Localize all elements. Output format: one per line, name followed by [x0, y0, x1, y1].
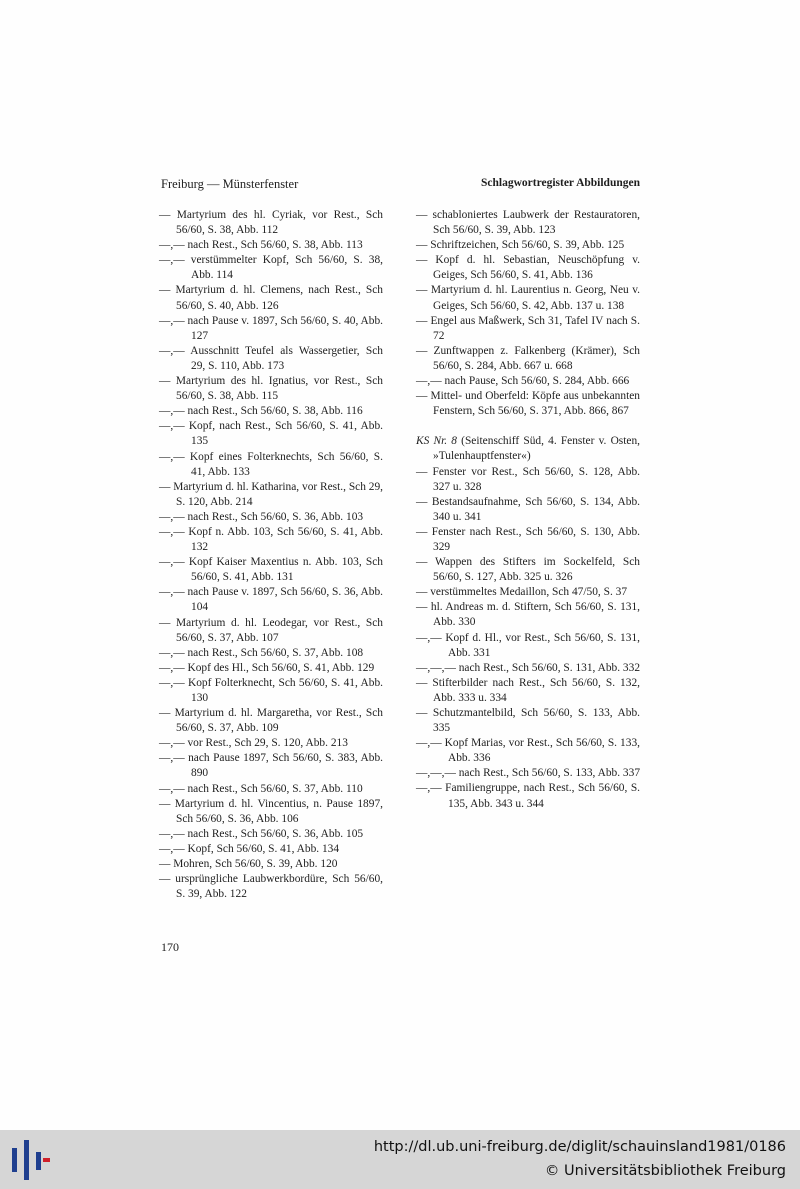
- index-column-right: [416, 208, 640, 812]
- index-entry: — Martyrium d. hl. Margaretha, vor Rest., Sch 56/60, S. 37, Abb. 109: [159, 707, 383, 735]
- index-entry: —,— Kopf des Hl., Sch 56/60, S. 41, Abb. 129: [159, 661, 375, 674]
- index-entry: —,—,— nach Rest., Sch 56/60, S. 133, Abb. 337: [416, 767, 641, 780]
- index-column-left: [159, 208, 383, 902]
- index-entry: —,— Kopf n. Abb. 103, Sch 56/60, S. 41, Abb. 132: [159, 525, 383, 554]
- index-entry: —,— Kopf Kaiser Maxentius n. Abb. 103, Sch 56/60, S. 41, Abb. 131: [159, 556, 383, 584]
- index-entry: —,— Kopf, nach Rest., Sch 56/60, S. 41, Abb. 135: [159, 420, 383, 448]
- index-entry: — Fenster vor Rest., Sch 56/60, S. 128, Abb. 327 u. 328: [416, 465, 640, 493]
- footer-bar: [0, 1130, 800, 1189]
- index-entry: —,— nach Rest., Sch 56/60, S. 38, Abb. 113: [159, 239, 363, 252]
- running-header-right: Schlagwortregister Abbildungen: [481, 177, 640, 189]
- index-entry: —,— nach Pause, Sch 56/60, S. 284, Abb. 666: [416, 375, 630, 388]
- index-entry: — Martyrium des hl. Cyriak, vor Rest., Sch 56/60, S. 38, Abb. 112: [159, 209, 383, 237]
- index-entry: — hl. Andreas m. d. Stiftern, Sch 56/60, S. 131, Abb. 330: [416, 601, 640, 629]
- index-entry: —,— Kopf d. Hl., vor Rest., Sch 56/60, S. 131, Abb. 331: [416, 631, 640, 659]
- index-entry: — ursprüngliche Laubwerkbordüre, Sch 56/60, S. 39, Abb. 122: [159, 873, 383, 901]
- index-entry: —,— Kopf Folterknecht, Sch 56/60, S. 41, Abb. 130: [159, 676, 383, 704]
- index-entry: — Martyrium des hl. Ignatius, vor Rest., Sch 56/60, S. 38, Abb. 115: [159, 375, 383, 403]
- index-entry: —,— Kopf Marias, vor Rest., Sch 56/60, S. 133, Abb. 336: [416, 737, 640, 765]
- index-entry: — Martyrium d. hl. Katharina, vor Rest., Sch 29, S. 120, Abb. 214: [159, 480, 383, 508]
- index-entry: — Schriftzeichen, Sch 56/60, S. 39, Abb. 125: [416, 239, 625, 252]
- copyright-notice: © Universitätsbibliothek Freiburg: [544, 1163, 786, 1179]
- index-entry: —,— nach Pause v. 1897, Sch 56/60, S. 40, Abb. 127: [159, 314, 383, 342]
- source-url-link[interactable]: http://dl.ub.uni-freiburg.de/diglit/schauinsland1981/0186: [373, 1139, 786, 1155]
- entry-heading: KS Nr. 8: [416, 435, 457, 448]
- index-entry: — Zunftwappen z. Falkenberg (Krämer), Sch 56/60, S. 284, Abb. 667 u. 668: [416, 344, 640, 372]
- index-entry: — schabloniertes Laubwerk der Restauratoren, Sch 56/60, S. 39, Abb. 123: [416, 209, 640, 237]
- index-entry: —,— verstümmelter Kopf, Sch 56/60, S. 38, Abb. 114: [159, 254, 383, 282]
- index-entry: —,— nach Rest., Sch 56/60, S. 37, Abb. 110: [159, 782, 363, 795]
- ub-freiburg-logo-icon: [10, 1138, 52, 1182]
- index-entry: — Stifterbilder nach Rest., Sch 56/60, S. 132, Abb. 333 u. 334: [416, 676, 640, 704]
- index-entry: —,— nach Pause v. 1897, Sch 56/60, S. 36, Abb. 104: [159, 586, 383, 614]
- index-entry: —,— nach Rest., Sch 56/60, S. 37, Abb. 108: [159, 646, 364, 659]
- index-entry: — Bestandsaufnahme, Sch 56/60, S. 134, Abb. 340 u. 341: [416, 495, 640, 523]
- index-entry: — verstümmeltes Medaillon, Sch 47/50, S. 37: [416, 586, 628, 599]
- index-entry: — Engel aus Maßwerk, Sch 31, Tafel IV nach S. 72: [416, 314, 640, 342]
- index-entry: KS Nr. 8 (Seitenschiff Süd, 4. Fenster v. Osten, »Tulenhauptfenster«): [416, 435, 640, 463]
- index-entry: — Fenster nach Rest., Sch 56/60, S. 130, Abb. 329: [416, 525, 640, 553]
- index-entry: —,—,— nach Rest., Sch 56/60, S. 131, Abb. 332: [416, 661, 641, 674]
- running-header-left: Freiburg — Münsterfenster: [161, 177, 299, 191]
- page-number: 170: [161, 940, 179, 954]
- index-entry: —,— Kopf, Sch 56/60, S. 41, Abb. 134: [159, 842, 340, 855]
- index-entry: — Kopf d. hl. Sebastian, Neuschöpfung v. Geiges, Sch 56/60, S. 41, Abb. 136: [416, 254, 640, 282]
- index-entry: —,— Ausschnitt Teufel als Wassergetier, Sch 29, S. 110, Abb. 173: [159, 344, 383, 372]
- index-entry: — Schutzmantelbild, Sch 56/60, S. 133, Abb. 335: [416, 707, 640, 735]
- index-entry: — Wappen des Stifters im Sockelfeld, Sch 56/60, S. 127, Abb. 325 u. 326: [416, 556, 640, 584]
- index-entry: —,— nach Rest., Sch 56/60, S. 38, Abb. 116: [159, 405, 363, 418]
- index-entry: —,— Kopf eines Folterknechts, Sch 56/60, S. 41, Abb. 133: [159, 450, 383, 478]
- index-entry: —,— vor Rest., Sch 29, S. 120, Abb. 213: [159, 737, 348, 750]
- index-entry: — Mohren, Sch 56/60, S. 39, Abb. 120: [159, 858, 338, 871]
- index-entry: —,— nach Pause 1897, Sch 56/60, S. 383, Abb. 890: [159, 752, 383, 780]
- index-entry: — Martyrium d. hl. Clemens, nach Rest., Sch 56/60, S. 40, Abb. 126: [159, 284, 383, 312]
- index-entry: —,— nach Rest., Sch 56/60, S. 36, Abb. 105: [159, 827, 364, 840]
- index-entry: —,— nach Rest., Sch 56/60, S. 36, Abb. 103: [159, 510, 364, 523]
- index-entry: — Martyrium d. hl. Vincentius, n. Pause 1897, Sch 56/60, S. 36, Abb. 106: [159, 797, 383, 825]
- index-entry: — Martyrium d. hl. Leodegar, vor Rest., Sch 56/60, S. 37, Abb. 107: [159, 616, 383, 644]
- index-entry: — Mittel- und Oberfeld: Köpfe aus unbekannten Fenstern, Sch 56/60, S. 371, Abb. 866, 867: [416, 390, 640, 418]
- index-entry: — Martyrium d. hl. Laurentius n. Georg, Neu v. Geiges, Sch 56/60, S. 42, Abb. 137 u. 138: [416, 284, 640, 312]
- index-entry: —,— Familiengruppe, nach Rest., Sch 56/60, S. 135, Abb. 343 u. 344: [416, 782, 640, 810]
